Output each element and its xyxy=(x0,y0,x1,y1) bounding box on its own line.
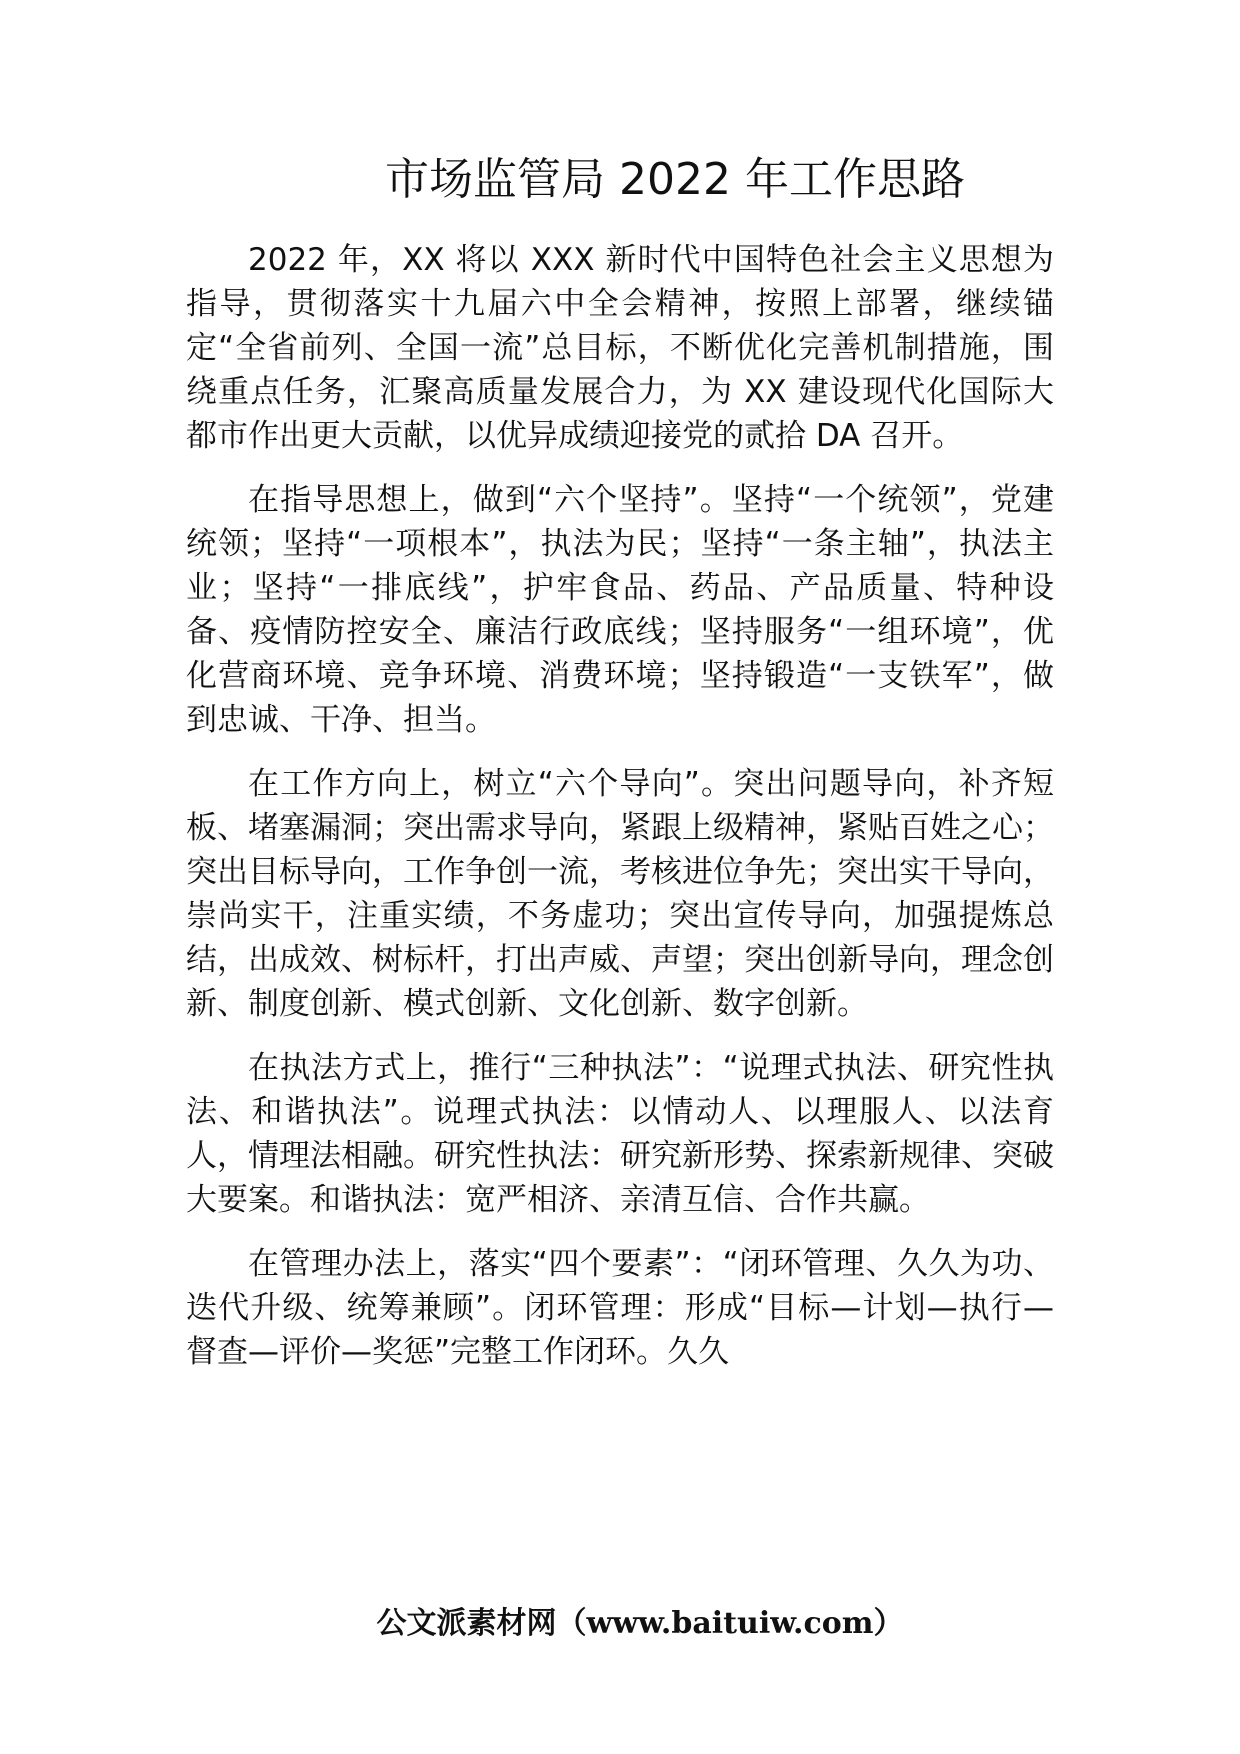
paragraph-intro: 2022 年，XX 将以 XXX 新时代中国特色社会主义思想为指导，贯彻落实十九届六中全会精神，按照上部署，继续锚定“全省前列、全国一流”总目标，不断优化完善机制措施，围绕重点任务，汇聚高质量发展合力，为 XX 建设现代化国际大都市作出更大贡献，以优异成绩迎接党的贰拾 DA 召开。 xyxy=(186,242,1054,454)
paragraph-enforcement-method: 在执法方式上，推行“三种执法”：“说理式执法、研究性执法、和谐执法”。说理式执法：以情动人、以理服人、以法育人，情理法相融。研究性执法：研究新形势、探索新规律、突破大要案。和谐执法：宽严相济、亲清互信、合作共赢。 xyxy=(186,1050,1054,1218)
document-body xyxy=(186,238,1054,1394)
document-title: 市场监管局 2022 年工作思路 xyxy=(385,154,965,205)
paragraph-work-direction: 在工作方向上，树立“六个导向”。突出问题导向，补齐短板、堵塞漏洞；突出需求导向，紧跟上级精神，紧贴百姓之心；突出目标导向，工作争创一流，考核进位争先；突出实干导向，崇尚实干，注重实绩，不务虚功；突出宣传导向，加强提炼总结，出成效、树标杆，打出声威、声望；突出创新导向，理念创新、制度创新、模式创新、文化创新、数字创新。 xyxy=(186,766,1054,1022)
watermark-footer: 公文派素材网（www.baituiw.com） xyxy=(376,1606,904,1641)
paragraph-management-approach: 在管理办法上，落实“四个要素”：“闭环管理、久久为功、迭代升级、统筹兼顾”。闭环管理：形成“目标—计划—执行—督查—评价—奖惩”完整工作闭环。久久 xyxy=(186,1246,1054,1370)
paragraph-guiding-ideology: 在指导思想上，做到“六个坚持”。坚持“一个统领”，党建统领；坚持“一项根本”，执法为民；坚持“一条主轴”，执法主业；坚持“一排底线”，护牢食品、药品、产品质量、特种设备、疫情防控安全、廉洁行政底线；坚持服务“一组环境”，优化营商环境、竞争环境、消费环境；坚持锻造“一支铁军”，做到忠诚、干净、担当。 xyxy=(186,482,1054,738)
